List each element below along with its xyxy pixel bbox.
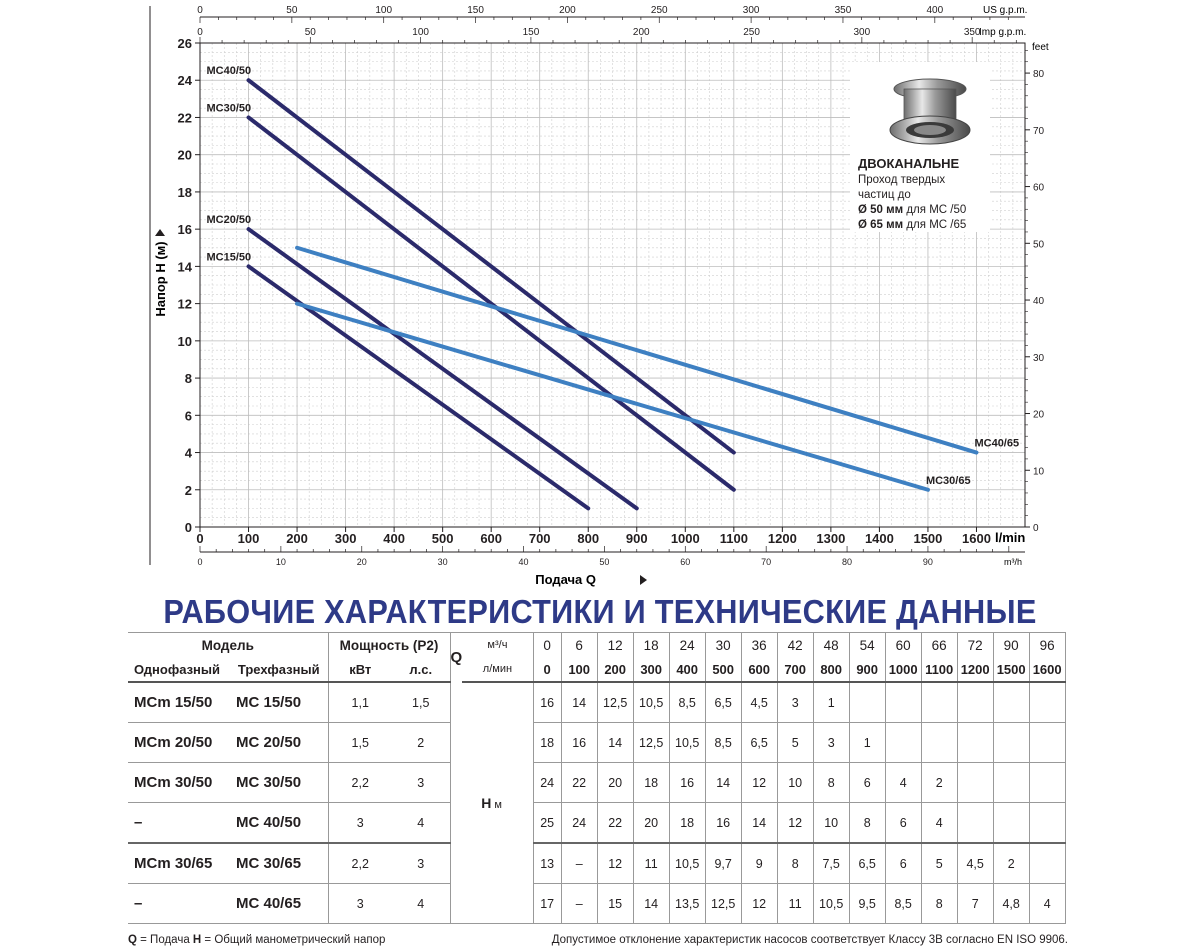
x-tick-label: 1000 xyxy=(670,531,700,546)
feet-tick-label: 40 xyxy=(1033,296,1045,308)
cell-h-value xyxy=(1029,763,1065,803)
cell-kw: 3 xyxy=(328,803,392,844)
cell-h-value: 14 xyxy=(597,723,633,763)
y-tick-label: 2 xyxy=(184,482,192,498)
cell-h-value: 9 xyxy=(741,843,777,884)
cell-h-value xyxy=(885,723,921,763)
cell-h-value: 8,5 xyxy=(885,884,921,924)
y-tick-label: 12 xyxy=(177,296,192,312)
impgpm-tick-label: 100 xyxy=(412,27,429,38)
cell-h-value: 4,8 xyxy=(993,884,1029,924)
impgpm-tick-label: 350 xyxy=(963,27,981,38)
header-q-m3h-value: 54 xyxy=(849,633,885,658)
y-tick-label: 22 xyxy=(177,110,192,126)
cell-h-value: 9,5 xyxy=(849,884,885,924)
x-tick-label: 500 xyxy=(431,531,454,546)
feet-tick-label: 70 xyxy=(1033,125,1045,137)
x-tick-label: 800 xyxy=(577,531,600,546)
header-kw: кВт xyxy=(328,657,392,682)
cell-h-value: 14 xyxy=(741,803,777,844)
cell-h-value: 8 xyxy=(777,843,813,884)
y-tick-label: 14 xyxy=(177,259,192,275)
feet-tick-label: 10 xyxy=(1033,466,1045,478)
cell-h-value: 3 xyxy=(813,723,849,763)
cell-h-value: 16 xyxy=(705,803,741,844)
header-q-m3h-value: 72 xyxy=(957,633,993,658)
cell-hp: 4 xyxy=(392,803,450,844)
info-box-line3-rest: для MC /50 xyxy=(903,204,967,216)
cell-h-value: 10,5 xyxy=(633,682,669,723)
cell-kw: 1,5 xyxy=(328,723,392,763)
header-q-m3h-value: 90 xyxy=(993,633,1029,658)
cell-h-value: 6 xyxy=(885,843,921,884)
cell-h-value xyxy=(993,682,1029,723)
cell-kw: 2,2 xyxy=(328,763,392,803)
cell-h-value xyxy=(849,682,885,723)
impgpm-tick-label: 0 xyxy=(197,27,203,38)
y-tick-label: 6 xyxy=(184,408,192,424)
m3h-tick-label: 20 xyxy=(356,557,367,567)
cell-h-value: 20 xyxy=(633,803,669,844)
header-q-lmin-value: 800 xyxy=(813,657,849,682)
header-q-m3h-value: 24 xyxy=(669,633,705,658)
m3h-tick-label: 70 xyxy=(761,557,772,567)
m3h-tick-label: 10 xyxy=(275,557,286,567)
impgpm-tick-label: 300 xyxy=(853,27,871,38)
header-q-lmin-value: 200 xyxy=(597,657,633,682)
legend-q-text: = Подача xyxy=(136,934,193,946)
legend-q: Q xyxy=(128,934,137,946)
cell-h-value: 6 xyxy=(885,803,921,844)
cell-h-value: 2 xyxy=(921,763,957,803)
cell-h-value: 18 xyxy=(533,723,561,763)
cell-h-value: 4 xyxy=(885,763,921,803)
cell-single-phase: MCm 30/65 xyxy=(128,843,230,884)
y-tick-label: 18 xyxy=(177,184,192,200)
header-power: Мощность (P2) xyxy=(328,633,450,658)
header-q-lmin-value: 1500 xyxy=(993,657,1029,682)
series-label-mc30-50: MC30/50 xyxy=(206,102,252,115)
x-tick-label: 100 xyxy=(237,531,260,546)
header-q-lmin-value: 1200 xyxy=(957,657,993,682)
cell-h-value: 22 xyxy=(561,763,597,803)
feet-tick-label: 80 xyxy=(1033,69,1045,81)
header-q-m3h-value: 12 xyxy=(597,633,633,658)
series-label-mc30-65: MC30/65 xyxy=(925,474,971,487)
cell-single-phase: MCm 20/50 xyxy=(128,723,230,763)
cell-h-value: 24 xyxy=(533,763,561,803)
info-box xyxy=(850,62,990,232)
x-tick-label: 1400 xyxy=(864,531,894,546)
x-tick-label: 200 xyxy=(286,531,308,546)
header-q-m3h-value: 48 xyxy=(813,633,849,658)
info-box-line2: частиц до xyxy=(858,189,911,201)
impgpm-tick-label: 250 xyxy=(743,27,760,38)
cell-three-phase: MC 15/50 xyxy=(230,682,328,723)
cell-h-value: 6,5 xyxy=(741,723,777,763)
cell-h-value xyxy=(957,803,993,844)
table-row xyxy=(128,723,1065,763)
header-q-lmin-value: 500 xyxy=(705,657,741,682)
cell-h-value: 10,5 xyxy=(813,884,849,924)
cell-h-value: 24 xyxy=(561,803,597,844)
cell-h-value: 18 xyxy=(633,763,669,803)
header-single-phase: Однофазный xyxy=(128,657,230,682)
h-unit: м xyxy=(491,799,502,811)
x-axis-label: Подача Q xyxy=(535,572,596,587)
header-lmin: л/мин xyxy=(462,657,533,682)
x-tick-label: 1600 xyxy=(962,531,991,546)
x-unit-impgpm: Imp g.p.m. xyxy=(979,27,1027,38)
cell-h-value: 8 xyxy=(813,763,849,803)
header-q-m3h-value: 0 xyxy=(533,633,561,658)
cell-hp: 1,5 xyxy=(392,682,450,723)
x-tick-label: 400 xyxy=(383,531,405,546)
cell-three-phase: MC 30/50 xyxy=(230,763,328,803)
cell-h-value: 10 xyxy=(813,803,849,844)
info-box-line4-bold: Ø 65 мм xyxy=(858,219,904,231)
m3h-tick-label: 0 xyxy=(197,557,203,567)
series-label-mc40-65: MC40/65 xyxy=(974,437,1020,450)
cell-h-value xyxy=(957,682,993,723)
h-label: H xyxy=(481,795,492,811)
cell-h-value: 6,5 xyxy=(705,682,741,723)
impeller-icon xyxy=(880,72,980,152)
m3h-tick-label: 60 xyxy=(680,557,691,567)
cell-h-value xyxy=(1029,723,1065,763)
header-q-lmin-value: 600 xyxy=(741,657,777,682)
cell-h-value: 8,5 xyxy=(669,682,705,723)
usgpm-tick-label: 100 xyxy=(375,5,393,16)
x-tick-label: 300 xyxy=(334,531,357,546)
cell-h-value xyxy=(885,682,921,723)
cell-h-value: – xyxy=(561,843,597,884)
cell-h-value: 5 xyxy=(777,723,813,763)
y-axis-label: Напор H (м) xyxy=(153,241,168,317)
header-model: Модель xyxy=(128,633,328,658)
header-q-lmin-value: 0 xyxy=(533,657,561,682)
cell-h-value: 12 xyxy=(741,763,777,803)
cell-h-value: 12,5 xyxy=(633,723,669,763)
cell-h-value: 3 xyxy=(777,682,813,723)
usgpm-tick-label: 150 xyxy=(467,5,484,16)
header-q-m3h-value: 6 xyxy=(561,633,597,658)
x-tick-label: 1300 xyxy=(816,531,846,546)
spec-table xyxy=(128,632,1066,924)
cell-hp: 2 xyxy=(392,723,450,763)
cell-h-value: 1 xyxy=(849,723,885,763)
feet-tick-label: 30 xyxy=(1033,352,1045,364)
cell-h-value: 9,7 xyxy=(705,843,741,884)
header-q-lmin-value: 700 xyxy=(777,657,813,682)
cell-h-label xyxy=(450,682,533,924)
cell-h-value: 10 xyxy=(777,763,813,803)
header-q-m3h-value: 18 xyxy=(633,633,669,658)
cell-kw: 1,1 xyxy=(328,682,392,723)
cell-three-phase: MC 40/65 xyxy=(230,884,328,924)
info-box-line1: Проход твердых xyxy=(858,174,946,186)
usgpm-tick-label: 50 xyxy=(286,5,298,16)
impgpm-tick-label: 150 xyxy=(522,27,540,38)
usgpm-tick-label: 250 xyxy=(650,5,668,16)
info-box-line3-bold: Ø 50 мм xyxy=(858,204,904,216)
tolerance-note: Допустимое отклонение характеристик насосов соответствует Классу 3В согласно EN ISO 9906. xyxy=(551,934,1068,946)
cell-h-value: 6,5 xyxy=(849,843,885,884)
m3h-tick-label: 90 xyxy=(922,557,933,567)
cell-h-value: – xyxy=(561,884,597,924)
x-tick-label: 600 xyxy=(480,531,503,546)
x-unit-m3h: m³/h xyxy=(1004,557,1022,567)
usgpm-tick-label: 300 xyxy=(742,5,760,16)
table-row xyxy=(128,803,1065,844)
cell-h-value: 12,5 xyxy=(705,884,741,924)
cell-h-value: 4,5 xyxy=(741,682,777,723)
legend-h-text: = Общий манометрический напор xyxy=(201,934,386,946)
series-label-mc15-50: MC15/50 xyxy=(206,251,252,264)
cell-kw: 2,2 xyxy=(328,843,392,884)
header-q-lmin-value: 100 xyxy=(561,657,597,682)
header-q xyxy=(450,633,462,683)
m3h-tick-label: 30 xyxy=(437,557,448,567)
cell-h-value: 1 xyxy=(813,682,849,723)
y-axis-arrow-icon xyxy=(155,229,165,236)
cell-hp: 3 xyxy=(392,843,450,884)
cell-single-phase: – xyxy=(128,803,230,844)
y-tick-label: 24 xyxy=(177,73,192,89)
cell-h-value xyxy=(1029,682,1065,723)
cell-h-value: 16 xyxy=(669,763,705,803)
info-box-title: ДВОКАНАЛЬНЕ xyxy=(858,156,960,171)
m3h-tick-label: 80 xyxy=(842,557,853,567)
header-q-lmin-value: 400 xyxy=(669,657,705,682)
section-title: РАБОЧИЕ ХАРАКТЕРИСТИКИ И ТЕХНИЧЕСКИЕ ДАННЫЕ xyxy=(163,593,1037,630)
cell-h-value: 20 xyxy=(597,763,633,803)
cell-h-value: 12 xyxy=(597,843,633,884)
cell-h-value: 17 xyxy=(533,884,561,924)
x-tick-label: 700 xyxy=(528,531,551,546)
cell-h-value: 13,5 xyxy=(669,884,705,924)
y-unit-feet: feet xyxy=(1032,42,1049,53)
header-q-m3h-value: 30 xyxy=(705,633,741,658)
header-q-m3h-value: 66 xyxy=(921,633,957,658)
cell-h-value: 13 xyxy=(533,843,561,884)
cell-hp: 4 xyxy=(392,884,450,924)
impgpm-tick-label: 50 xyxy=(304,27,316,38)
cell-h-value: 12,5 xyxy=(597,682,633,723)
cell-h-value: 5 xyxy=(921,843,957,884)
header-q-lmin-value: 1000 xyxy=(885,657,921,682)
x-tick-label: 1200 xyxy=(767,531,797,546)
header-q-lmin-value: 1100 xyxy=(921,657,957,682)
cell-h-value: 8 xyxy=(849,803,885,844)
y-tick-label: 26 xyxy=(177,36,192,51)
header-q-m3h-value: 42 xyxy=(777,633,813,658)
cell-h-value: 15 xyxy=(597,884,633,924)
cell-h-value: 4,5 xyxy=(957,843,993,884)
cell-h-value: 14 xyxy=(561,682,597,723)
header-q-m3h-value: 36 xyxy=(741,633,777,658)
cell-hp: 3 xyxy=(392,763,450,803)
cell-h-value: 4 xyxy=(1029,884,1065,924)
cell-h-value: 14 xyxy=(705,763,741,803)
cell-single-phase: MCm 15/50 xyxy=(128,682,230,723)
y-tick-label: 0 xyxy=(184,520,192,535)
info-box-line4 xyxy=(858,218,966,233)
feet-tick-label: 20 xyxy=(1033,409,1045,421)
y-tick-label: 10 xyxy=(177,333,192,349)
y-tick-label: 20 xyxy=(177,147,192,163)
table-row xyxy=(128,682,1065,723)
cell-h-value: 18 xyxy=(669,803,705,844)
header-q-lmin-value: 300 xyxy=(633,657,669,682)
usgpm-tick-label: 400 xyxy=(926,5,944,16)
usgpm-tick-label: 200 xyxy=(559,5,576,16)
table-header-row-2 xyxy=(128,657,1065,682)
series-label-mc20-50: MC20/50 xyxy=(206,214,252,227)
m3h-tick-label: 40 xyxy=(518,557,529,567)
info-box-line3 xyxy=(858,203,966,218)
y-tick-label: 16 xyxy=(177,222,192,238)
info-box-line4-rest: для MC /65 xyxy=(903,219,967,231)
cell-h-value xyxy=(993,763,1029,803)
header-q-lmin-value: 900 xyxy=(849,657,885,682)
legend-h: H xyxy=(192,934,202,946)
cell-h-value xyxy=(921,723,957,763)
feet-tick-label: 0 xyxy=(1033,523,1039,534)
table-row xyxy=(128,763,1065,803)
cell-h-value: 25 xyxy=(533,803,561,844)
feet-tick-label: 60 xyxy=(1033,182,1045,194)
x-tick-label: 1100 xyxy=(719,531,748,546)
cell-h-value: 8,5 xyxy=(705,723,741,763)
cell-h-value: 4 xyxy=(921,803,957,844)
header-q-lmin-value: 1600 xyxy=(1029,657,1065,682)
cell-h-value: 2 xyxy=(993,843,1029,884)
cell-h-value xyxy=(1029,843,1065,884)
cell-h-value: 14 xyxy=(633,884,669,924)
usgpm-tick-label: 350 xyxy=(834,5,852,16)
table-header-row-1 xyxy=(128,633,1065,658)
x-unit-lmin: l/min xyxy=(995,530,1026,545)
cell-h-value xyxy=(921,682,957,723)
cell-h-value: 11 xyxy=(633,843,669,884)
cell-three-phase: MC 30/65 xyxy=(230,843,328,884)
header-m3h: м³/ч xyxy=(462,633,533,658)
cell-three-phase: MC 20/50 xyxy=(230,723,328,763)
series-label-mc40-50: MC40/50 xyxy=(206,65,252,78)
header-hp: л.с. xyxy=(392,657,450,682)
cell-three-phase: MC 40/50 xyxy=(230,803,328,844)
cell-h-value: 6 xyxy=(849,763,885,803)
x-unit-usgpm: US g.p.m. xyxy=(983,5,1028,16)
y-tick-label: 4 xyxy=(184,445,192,461)
cell-h-value: 22 xyxy=(597,803,633,844)
cell-h-value xyxy=(1029,803,1065,844)
cell-h-value: 12 xyxy=(777,803,813,844)
cell-h-value: 7,5 xyxy=(813,843,849,884)
cell-h-value: 10,5 xyxy=(669,723,705,763)
cell-h-value: 16 xyxy=(561,723,597,763)
cell-h-value: 10,5 xyxy=(669,843,705,884)
cell-h-value xyxy=(993,803,1029,844)
m3h-tick-label: 50 xyxy=(599,557,610,567)
cell-h-value: 7 xyxy=(957,884,993,924)
cell-single-phase: – xyxy=(128,884,230,924)
x-tick-label: 1500 xyxy=(913,531,943,546)
x-tick-label: 0 xyxy=(196,531,204,546)
cell-h-value xyxy=(957,763,993,803)
cell-h-value: 8 xyxy=(921,884,957,924)
header-q-m3h-value: 96 xyxy=(1029,633,1065,658)
cell-single-phase: MCm 30/50 xyxy=(128,763,230,803)
feet-tick-label: 50 xyxy=(1033,239,1045,251)
cell-h-value: 11 xyxy=(777,884,813,924)
cell-kw: 3 xyxy=(328,884,392,924)
x-axis-arrow-icon xyxy=(640,575,647,585)
table-row xyxy=(128,843,1065,884)
y-tick-label: 8 xyxy=(184,371,192,387)
header-three-phase: Трехфазный xyxy=(230,657,328,682)
cell-h-value: 12 xyxy=(741,884,777,924)
cell-h-value xyxy=(957,723,993,763)
x-tick-label: 900 xyxy=(625,531,648,546)
header-q-label: Q xyxy=(450,649,463,666)
usgpm-tick-label: 0 xyxy=(197,5,203,16)
header-q-m3h-value: 60 xyxy=(885,633,921,658)
legend-text xyxy=(128,934,385,946)
cell-h-value: 16 xyxy=(533,682,561,723)
cell-h-value xyxy=(993,723,1029,763)
impgpm-tick-label: 200 xyxy=(632,27,650,38)
table-row xyxy=(128,884,1065,924)
